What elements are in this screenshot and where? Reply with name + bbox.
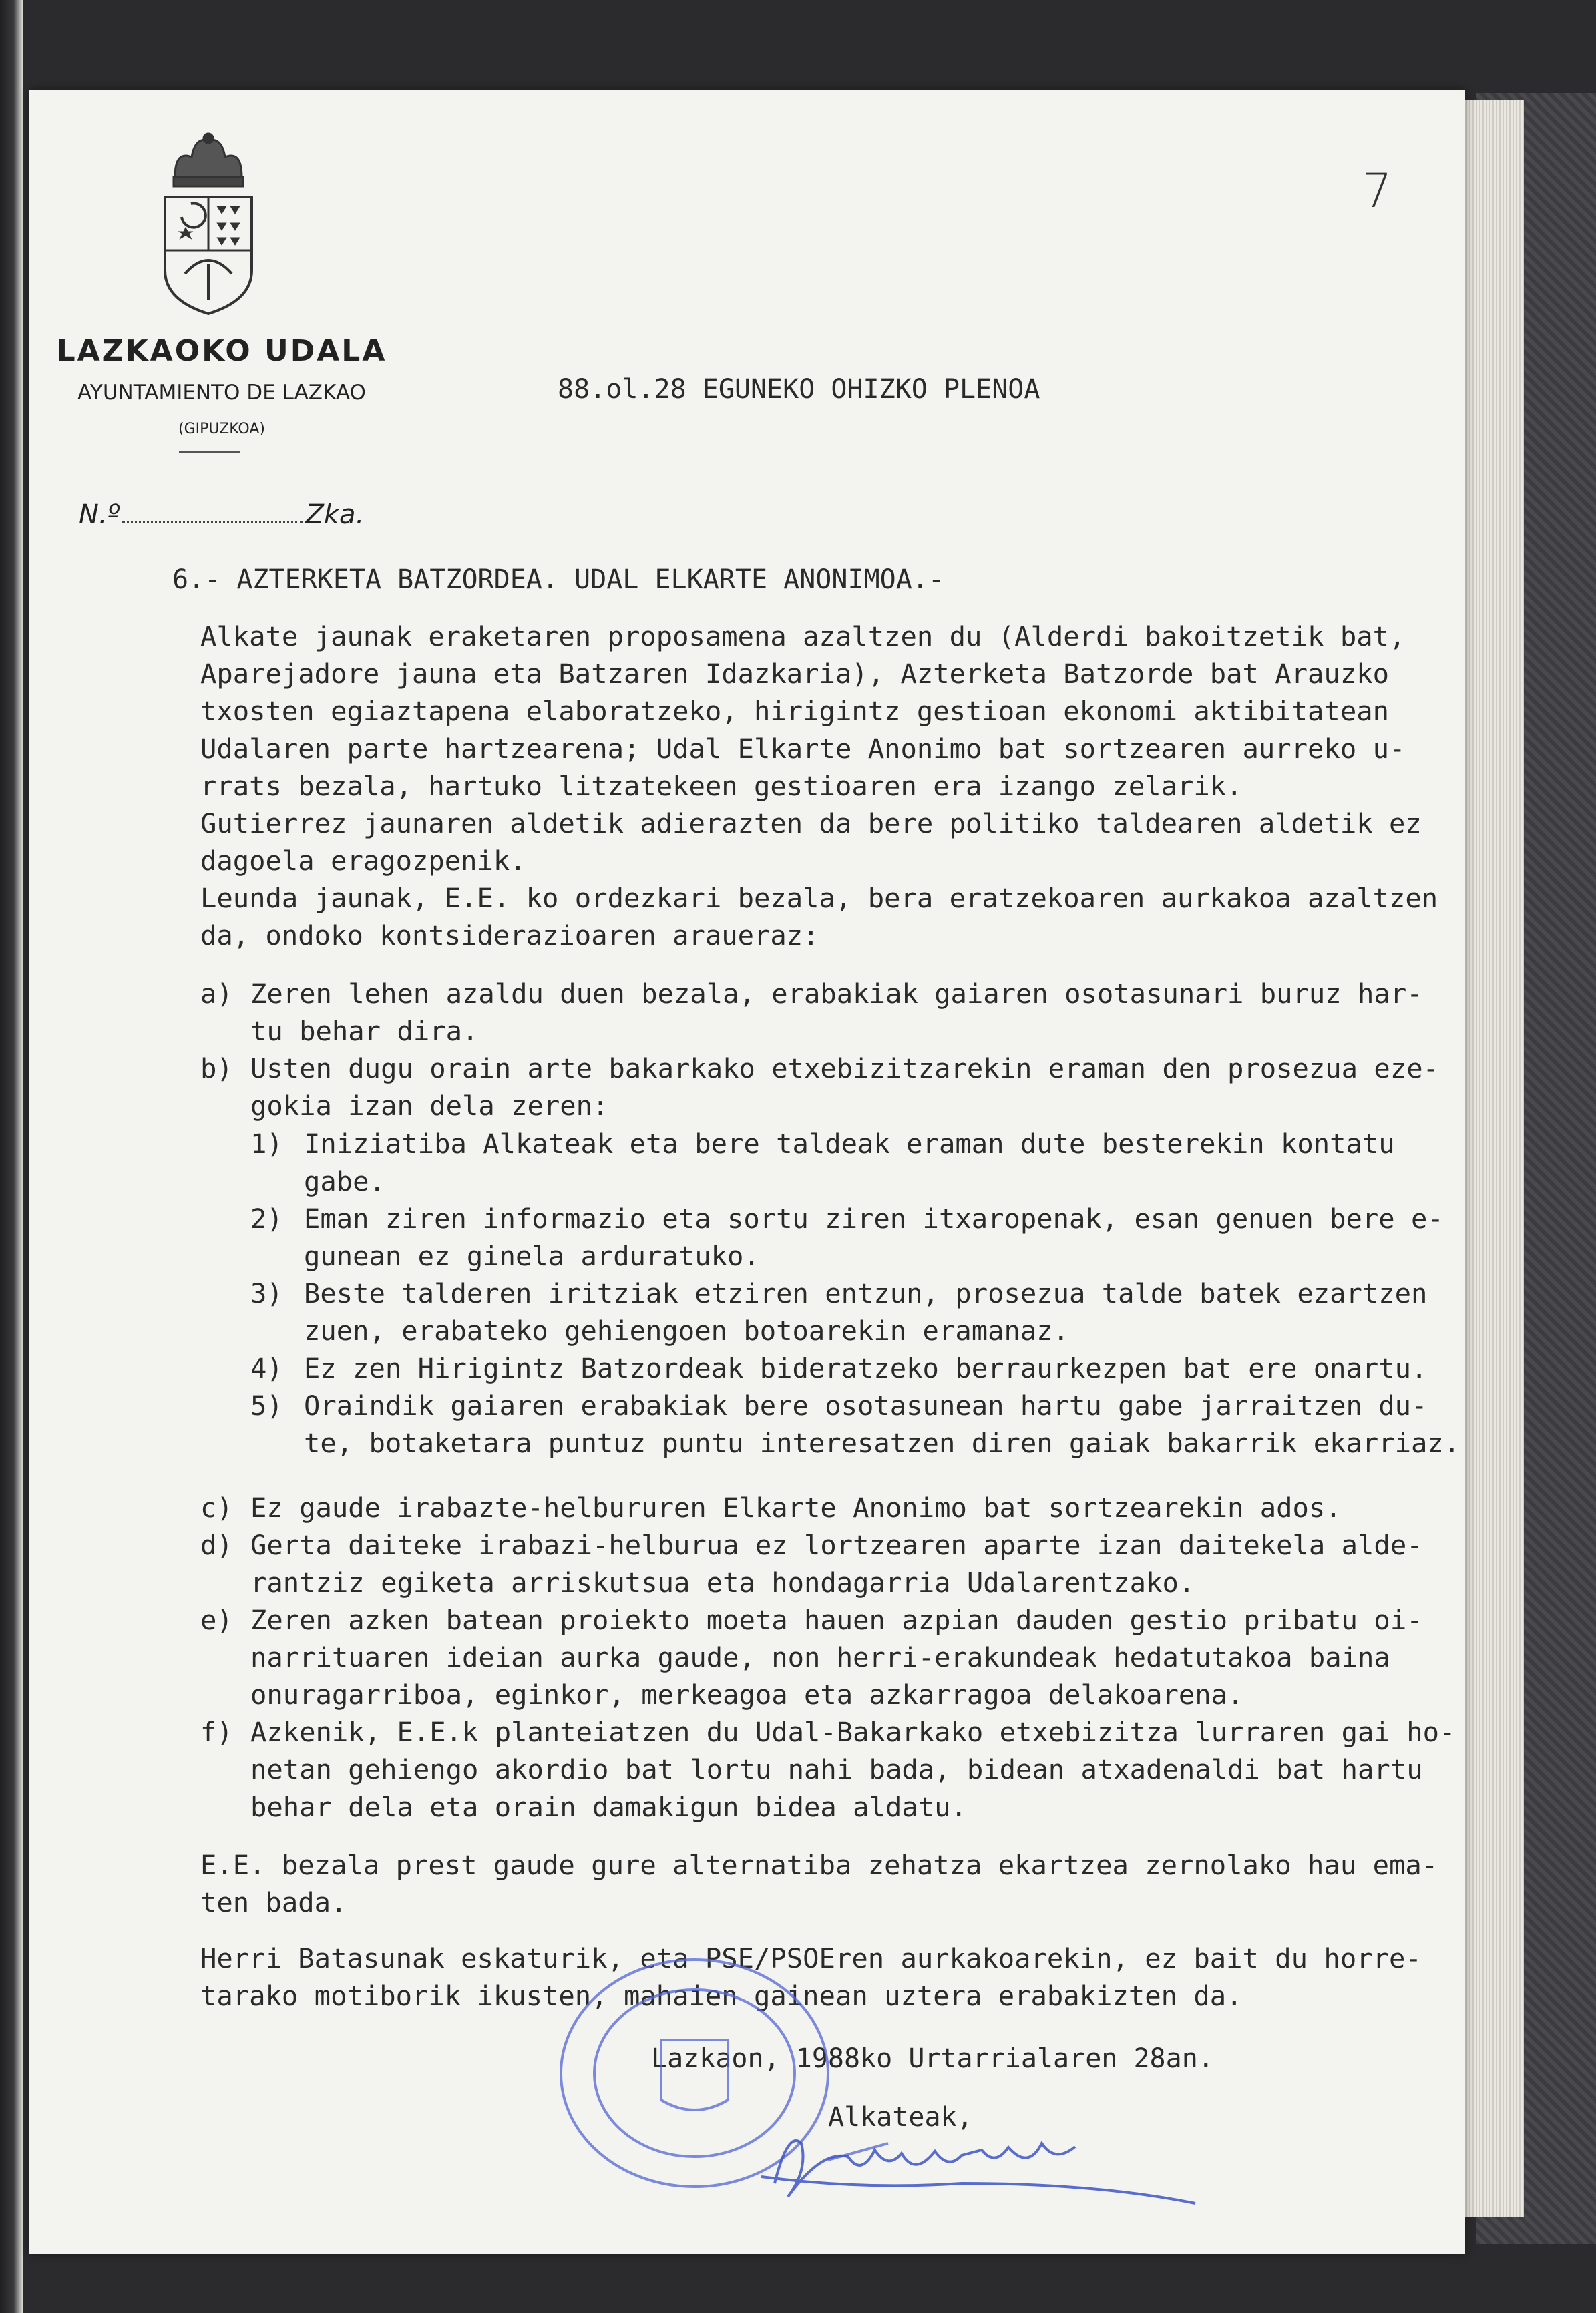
list-item-label: a) bbox=[200, 978, 233, 1010]
text-line: Azkenik, E.E.k planteiatzen du Udal-Bakarkako etxebizitza lurraren gai ho- bbox=[250, 1716, 1456, 1748]
list-item-label: 5) bbox=[250, 1390, 283, 1422]
text-line: rantziz egiketa arriskutsua eta hondagarria Udalarentzako. bbox=[250, 1566, 1195, 1599]
list-item bbox=[200, 1526, 1456, 1601]
list-item-label: c) bbox=[200, 1492, 233, 1524]
letterhead-divider bbox=[179, 451, 240, 453]
list-item-label: e) bbox=[200, 1604, 233, 1636]
list-item-text bbox=[250, 1526, 1456, 1601]
sub-list-item bbox=[200, 1125, 1456, 1200]
text-line: gabe. bbox=[304, 1165, 385, 1197]
text-line: zuen, erabateko gehiengoen botoarekin eramanaz. bbox=[304, 1315, 1070, 1347]
text-line: ten bada. bbox=[200, 1886, 347, 1918]
text-line: dagoela eragozpenik. bbox=[200, 845, 526, 877]
text-line: Herri Batasunak eskaturik, eta PSE/PSOEren aurkakoarekin, ez bait du horre- bbox=[200, 1942, 1422, 1974]
place-and-date: Lazkaon, 1988ko Urtarrialaren 28an. bbox=[651, 2043, 1214, 2074]
text-line: Gutierrez jaunaren aldetik adierazten da bere politiko taldearen aldetik ez bbox=[200, 807, 1422, 839]
objections-list-part-2 bbox=[200, 1489, 1456, 1826]
organization-province: (GIPUZKOA) bbox=[178, 421, 265, 437]
text-line: te, botaketara puntuz puntu interesatzen diren gaiak bakarrik ekarriaz. bbox=[304, 1427, 1460, 1459]
book-left-edge bbox=[0, 0, 23, 2313]
text-line: Aparejadore jauna eta Batzaren Idazkaria), Azterketa Batzorde bat Arauzko bbox=[200, 658, 1389, 690]
list-item-text bbox=[250, 975, 1456, 1050]
objections-sublist bbox=[200, 1125, 1460, 1462]
text-line: E.E. bezala prest gaude gure alternatiba zehatza ekartzea zernolako hau ema- bbox=[200, 1849, 1438, 1881]
organization-subtitle: AYUNTAMIENTO DE LAZKAO bbox=[77, 381, 366, 405]
sub-list-item bbox=[200, 1349, 1456, 1387]
text-line: Beste talderen iritziak etziren entzun, prosezua talde batek ezartzen bbox=[304, 1277, 1428, 1309]
list-item-text bbox=[250, 1713, 1456, 1826]
text-line: onuragarriboa, eginkor, merkeagoa eta azkarragoa delakoarena. bbox=[250, 1679, 1244, 1711]
text-line: rrats bezala, hartuko litzatekeen gestioaren era izango zelarik. bbox=[200, 770, 1243, 802]
list-item bbox=[200, 1489, 1456, 1526]
list-item-text bbox=[304, 1125, 1395, 1200]
list-item-text bbox=[304, 1349, 1427, 1387]
list-item-label: 1) bbox=[250, 1128, 283, 1160]
list-item-text bbox=[250, 1489, 1456, 1526]
list-item-text bbox=[304, 1387, 1460, 1462]
signer-title: Alkateak, bbox=[828, 2102, 973, 2133]
page-number: 7 bbox=[1362, 164, 1392, 218]
list-item-text bbox=[304, 1200, 1444, 1275]
sub-list-item bbox=[200, 1200, 1456, 1275]
text-line: Iniziatiba Alkateak eta bere taldeak eraman dute besterekin kontatu bbox=[304, 1128, 1395, 1160]
text-line: Eman ziren informazio eta sortu ziren itxaropenak, esan genuen bere e- bbox=[304, 1203, 1444, 1235]
text-line: tarako motiborik ikusten, mahaien gainean uztera erabakizten da. bbox=[200, 1980, 1243, 2012]
number-dotted-line bbox=[122, 521, 303, 523]
text-line: narrituaren ideian aurka gaude, non herri-erakundeak hedatutakoa baina bbox=[250, 1641, 1390, 1673]
text-line: Ez gaude irabazte-helbururen Elkarte Anonimo bat sortzearekin ados. bbox=[250, 1492, 1342, 1524]
sub-list-item bbox=[200, 1387, 1460, 1462]
text-line: da, ondoko kontsiderazioaren araueraz: bbox=[200, 919, 819, 952]
list-item-label: b) bbox=[200, 1052, 233, 1084]
text-line: Zeren azken batean proiekto moeta hauen azpian dauden gestio pribatu oi- bbox=[250, 1604, 1423, 1636]
text-line: behar dela eta orain damakigun bidea aldatu. bbox=[250, 1791, 967, 1823]
list-item-text bbox=[250, 1050, 1456, 1124]
list-item bbox=[200, 1050, 1456, 1124]
sub-list-item bbox=[200, 1275, 1456, 1349]
list-item bbox=[200, 975, 1456, 1050]
text-line: gunean ez ginela arduratuko. bbox=[304, 1240, 760, 1272]
text-line: tu behar dira. bbox=[250, 1015, 479, 1047]
number-prefix: N.º bbox=[79, 499, 120, 530]
text-line: txosten egiaztapena elaboratzeko, hirigintz gestioan ekonomi aktibitatean bbox=[200, 695, 1389, 727]
document-title: 88.ol.28 EGUNEKO OHIZKO PLENOA bbox=[558, 374, 1040, 405]
coat-of-arms-icon bbox=[155, 130, 262, 324]
ee-paragraph bbox=[200, 1846, 1456, 1921]
list-item-label: 2) bbox=[250, 1203, 283, 1235]
list-item-text bbox=[304, 1275, 1427, 1349]
text-line: Leunda jaunak, E.E. ko ordezkari bezala, bera eratzekoaren aurkakoa azaltzen bbox=[200, 882, 1438, 914]
list-item-label: 4) bbox=[250, 1352, 283, 1384]
list-item bbox=[200, 1713, 1456, 1826]
text-line: gokia izan dela zeren: bbox=[250, 1090, 609, 1122]
list-item-label: f) bbox=[200, 1716, 233, 1748]
intro-paragraph bbox=[200, 618, 1456, 954]
text-line: Oraindik gaiaren erabakiak bere osotasunean hartu gabe jarraitzen du- bbox=[304, 1390, 1428, 1422]
number-suffix: Zka. bbox=[305, 499, 365, 530]
text-line: Alkate jaunak eraketaren proposamena azaltzen du (Alderdi bakoitzetik bat, bbox=[200, 620, 1406, 652]
list-item-text bbox=[250, 1601, 1456, 1713]
text-line: netan gehiengo akordio bat lortu nahi bada, bidean atxadenaldi bat hartu bbox=[250, 1753, 1423, 1785]
text-line: Zeren lehen azaldu duen bezala, erabakiak gaiaren osotasunari buruz har- bbox=[250, 978, 1423, 1010]
objections-list-part-1 bbox=[200, 975, 1456, 1124]
section-heading: 6.- AZTERKETA BATZORDEA. UDAL ELKARTE ANONIMOA.- bbox=[172, 564, 944, 595]
decision-paragraph bbox=[200, 1940, 1456, 2015]
text-line: Usten dugu orain arte bakarkako etxebizitzarekin eraman den prosezua eze- bbox=[250, 1052, 1439, 1084]
list-item bbox=[200, 1601, 1456, 1713]
reference-number-line bbox=[79, 499, 364, 530]
text-line: Gerta daiteke irabazi-helburua ez lortzearen aparte izan daitekela alde- bbox=[250, 1529, 1423, 1561]
text-line: Udalaren parte hartzearena; Udal Elkarte Anonimo bat sortzearen aurreko u- bbox=[200, 732, 1406, 765]
text-line: Ez zen Hirigintz Batzordeak bideratzeko berraurkezpen bat ere onartu. bbox=[304, 1352, 1428, 1384]
list-item-label: d) bbox=[200, 1529, 233, 1561]
list-item-label: 3) bbox=[250, 1277, 283, 1309]
organization-name: LAZKAOKO UDALA bbox=[56, 334, 387, 368]
